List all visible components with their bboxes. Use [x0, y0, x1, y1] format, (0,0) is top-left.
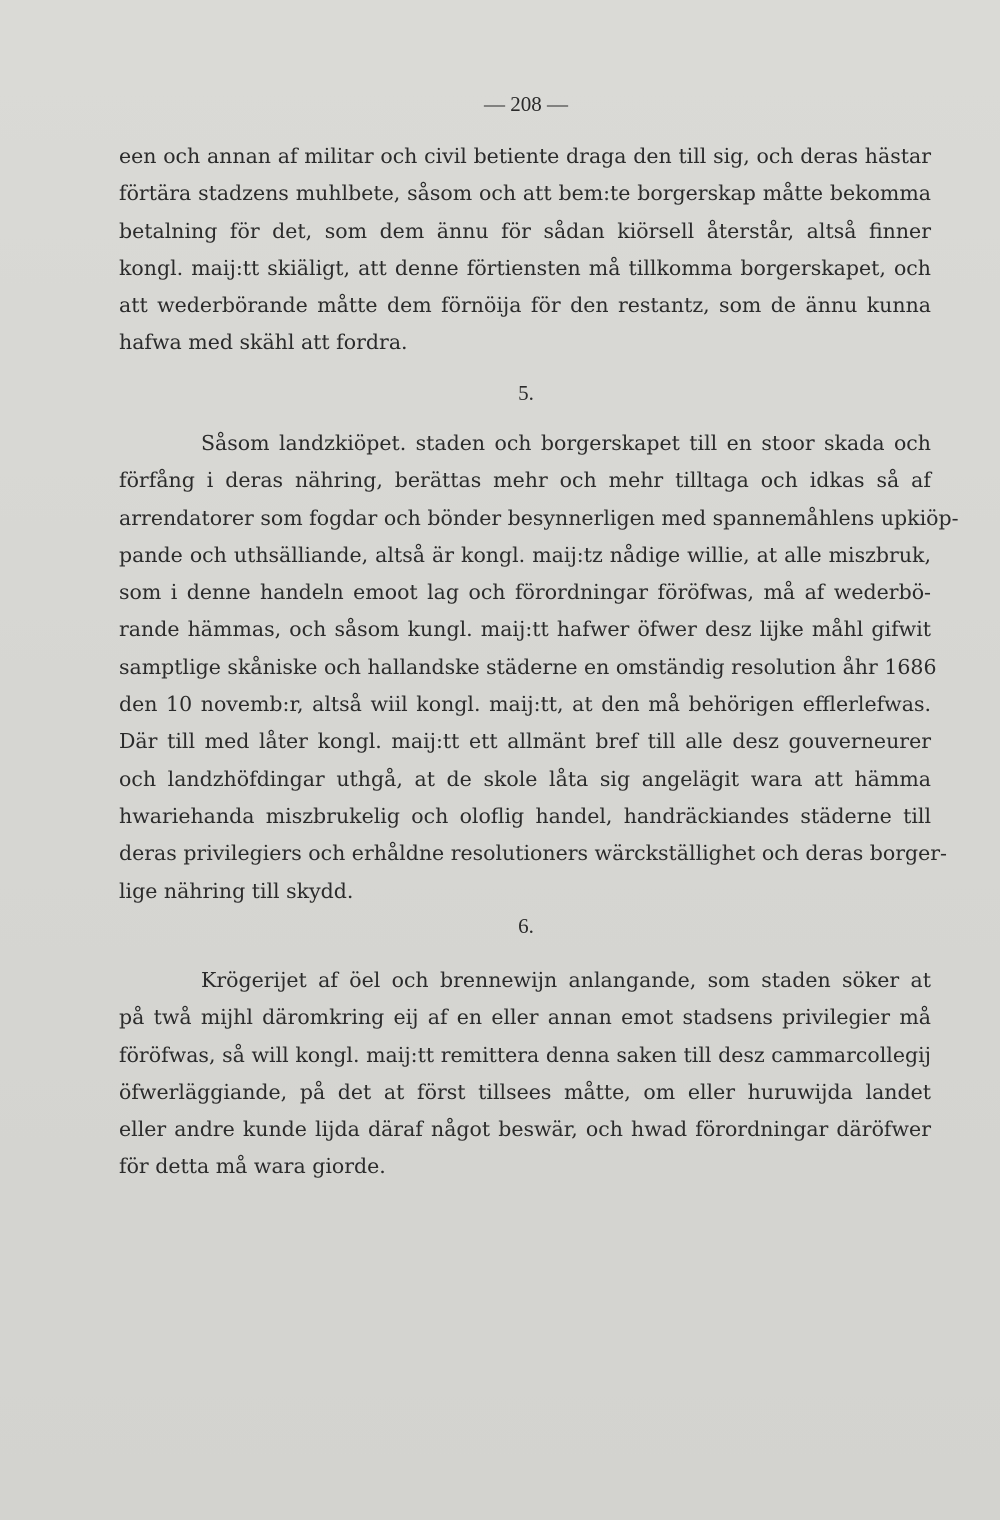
text-line: deras privilegiers och erhåldne resolutioners wärckställighet och deras borger-: [119, 841, 947, 866]
paragraph-continuation: [119, 138, 931, 362]
text-line: förtära stadzens muhlbete, såsom och att bem:te borgerskap måtte bekomma: [119, 181, 931, 206]
text-line: betalning för det, som dem ännu för sådan kiörsell återstår, altså finner: [119, 218, 931, 243]
text-line: hafwa med skähl att fordra.: [119, 330, 408, 355]
text-line: och landzhöfdingar uthgå, at de skole låta sig angelägit wara att hämma: [119, 766, 931, 791]
paragraph-section-5: [119, 425, 959, 910]
text-line: samptlige skåniske och hallandske städerne en omständig resolution åhr 1686: [119, 654, 937, 679]
text-line: rande hämmas, och såsom kungl. maij:tt hafwer öfwer desz lijke måhl gifwit: [119, 617, 931, 642]
text-line: Där till med låter kongl. maij:tt ett allmänt bref till alle desz gouverneurer: [119, 729, 931, 754]
text-line: arrendatorer som fogdar och bönder besynnerligen med spannemåhlens upkiöp-: [119, 505, 959, 530]
text-line: kongl. maij:tt skiäligt, att denne förtiensten må tillkomma borgerskapet, och: [119, 255, 931, 280]
text-line: förfång i deras nähring, berättas mehr och mehr tilltaga och idkas så af: [119, 468, 931, 493]
text-line: Krögerijet af öel och brennewijn anlangande, som staden söker at: [201, 968, 931, 992]
text-line: hwariehanda miszbrukelig och oloflig handel, handräckiandes städerne till: [119, 803, 931, 828]
text-line: för detta må wara giorde.: [119, 1154, 386, 1179]
text-line: een och annan af militar och civil betiente draga den till sig, och deras hästar: [119, 144, 931, 168]
text-line: Såsom landzkiöpet. staden och borgerskapet till en stoor skada och: [201, 431, 931, 455]
text-line: som i denne handeln emoot lag och förordningar föröfwas, må af wederbö-: [119, 580, 931, 605]
text-line: föröfwas, så will kongl. maij:tt remittera denna saken till desz cammarcollegij: [119, 1042, 931, 1067]
section-number-5: 5.: [518, 381, 534, 405]
section-number-6: 6.: [518, 914, 534, 938]
text-line: lige nähring till skydd.: [119, 878, 354, 903]
text-line: öfwerläggiande, på det at först tillsees måtte, om eller huruwijda landet: [119, 1079, 931, 1104]
text-line: på twå mijhl däromkring eij af en eller annan emot stadsens privilegier må: [119, 1005, 931, 1030]
text-line: pande och uthsälliande, altså är kongl. maij:tz nådige willie, at alle miszbruk,: [119, 542, 931, 567]
text-line: att wederbörande måtte dem förnöija för den restantz, som de ännu kunna: [119, 293, 931, 318]
text-line: den 10 novemb:r, altså wiil kongl. maij:tt, at den må behörigen efflerlefwas.: [119, 692, 931, 717]
paragraph-section-6: [119, 962, 931, 1186]
text-line: eller andre kunde lijda däraf något beswär, och hwad förordningar däröfwer: [119, 1117, 931, 1142]
page-number-header: — 208 —: [484, 92, 568, 116]
